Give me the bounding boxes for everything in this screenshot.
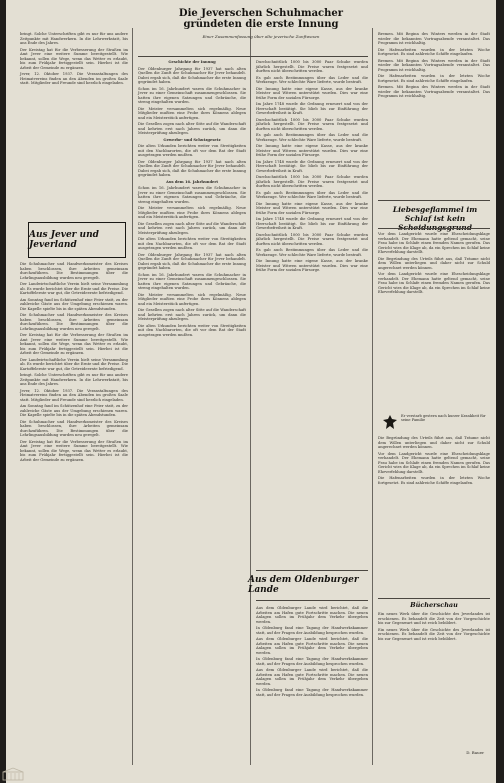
paragraph: Aus dem Oldenburger Lande wird berichtet, daß die Arbeiten am Hafen gute Fortschritte machen. Die neuen Anlagen sollen im Frühjahr dem Verkehr übergeben werden. bbox=[256, 606, 368, 624]
column-1 bbox=[20, 32, 128, 88]
paragraph: Bremen. Mit Beginn des Winters werden in der Stadt wieder die bekannten Vortragsabende veranstaltet. Das Programm ist reichhaltig. bbox=[378, 85, 490, 98]
paragraph: Ein neues Werk über die Geschichte des Jeverlandes ist erschienen. Es behandelt die Zeit von der Vorgeschichte bis zur Gegenwart und ist reich bebildert. bbox=[378, 612, 490, 625]
binding-edge bbox=[496, 0, 504, 783]
paragraph: Die Hafenarbeiten wurden in der letzten Woche fortgesetzt. Es sind zahlreiche Schiffe eingelaufen. bbox=[378, 476, 490, 485]
paragraph: Am Sonntag fand im Schützenhof eine Feier statt, zu der zahlreiche Gäste aus der Umgebung erschienen waren. Die Kapelle spielte bis in die späten Abendstunden. bbox=[20, 404, 128, 417]
paragraph: Schon im 16. Jahrhundert waren die Schuhmacher in Jever zu einer Gemeinschaft zusammengeschlossen. Sie hatten ihre eigenen Satzungen und Gebräuche, die streng eingehalten wurden. bbox=[138, 86, 246, 104]
right-column-heading: Liebesgeflammel im Schlaf ist kein bbox=[392, 205, 478, 223]
paragraph: Die Innung hatte eine eigene Kasse, aus der kranke Meister und Witwen unterstützt wurden. Dies war eine frühe Form der sozialen Fürsorge. bbox=[256, 201, 368, 215]
paragraph: Die Innung hatte eine eigene Kasse, aus der kranke Meister und Witwen unterstützt wurden. Dies war eine frühe Form der sozialen Fürsorge. bbox=[256, 144, 368, 157]
column-3 bbox=[256, 60, 368, 275]
paragraph: Vor dem Landgericht wurde eine Ehescheidungsklage verhandelt. Der Ehemann hatte geltend gemacht, seine Frau habe im Schlafe einen fremden Namen gerufen. Das Gericht wies die Klage ab, da ein Sprechen im Schlaf keine Eheverfehlung darstellt. bbox=[378, 272, 490, 294]
paragraph: bringt. Solche Unterschriften gibt es nur für uns andere Zeitpunkte mit Handwerkern. In die Lehrwerkstatt, bis ans Ende des Jahres. bbox=[20, 32, 128, 45]
paragraph: Durchschnittlich 1000 bis 3000 Paar Schuhe wurden jährlich hergestellt. Die Preise waren festgesetzt und durften nicht überschritten werden. bbox=[256, 117, 368, 131]
paragraph: Der Kreistag hat für die Verbesserung der Straßen im Amt Jever eine weitere Summe bereitgestellt. Wie bekannt, sollen die Wege, wenn das Wetter es erlaubt, bis zum Frühjahr fertiggestellt sein. Hierbei ist die Arbeit der Gemeinde zu ergänzen. bbox=[20, 439, 128, 462]
paragraph: Am Sonntag fand im Schützenhof eine Feier statt, zu der zahlreiche Gäste aus der Umgebung erschienen waren. Die Kapelle spielte bis in die späten Abendstunden. bbox=[20, 297, 128, 311]
column-4-lower bbox=[378, 436, 490, 487]
newspaper-page bbox=[6, 0, 496, 783]
sub-heading: Gewerbe- und Schutzgesetz bbox=[163, 137, 221, 142]
paragraph: In Oldenburg fand eine Tagung der Handwerkskammer statt, auf der Fragen der Ausbildung besprochen wurden. bbox=[256, 626, 368, 635]
paragraph: Der Oldenburger Jahrgang für 1937 hat nach alten Quellen die Zunft der Schuhmacher für Jever behandelt. Dabei ergab sich, daß die Schuhmacher die erste Innung gegründet haben. bbox=[138, 66, 246, 84]
eagle-emblem-icon bbox=[382, 414, 398, 430]
paragraph: Aus dem Oldenburger Lande wird berichtet, daß die Arbeiten am Hafen gute Fortschritte machen. Die neuen Anlagen sollen im Frühjahr dem Verkehr übergeben werden. bbox=[256, 637, 368, 655]
paragraph: Durchschnittlich 1000 bis 3000 Paar Schuhe wurden jährlich hergestellt. Die Preise waren festgesetzt und durften nicht überschritten werden. bbox=[256, 60, 368, 73]
section-rule bbox=[256, 600, 368, 601]
section-heading: Aus dem Oldenburger Lande bbox=[248, 575, 359, 595]
column-4-bottom bbox=[378, 612, 490, 643]
signature: D. Bauer bbox=[466, 750, 484, 755]
sub-heading: Aus dem 16. Jahrhundert bbox=[165, 179, 219, 184]
paragraph: Der Oldenburger Jahrgang für 1937 hat nach alten Quellen die Zunft der Schuhmacher für Jever behandelt. Dabei ergab sich, daß die Schuhmacher die erste Innung gegründet haben. bbox=[138, 252, 246, 270]
column-rule bbox=[372, 28, 373, 765]
paragraph: Die alten Urkunden berichten weiter von Streitigkeiten mit den Nachbarorten, die oft vor dem Rat der Stadt ausgetragen werden mußten. bbox=[138, 144, 246, 157]
paragraph: Die alten Urkunden berichten weiter von Streitigkeiten mit den Nachbarorten, die oft vor dem Rat der Stadt ausgetragen werden mußten. bbox=[138, 237, 246, 250]
section-heading-oldenburg bbox=[248, 573, 368, 597]
paragraph: Der Oldenburger Jahrgang für 1937 hat nach alten Quellen die Zunft der Schuhmacher für Jever behandelt. Dabei ergab sich, daß die Schuhmacher die erste Innung gegründet haben. bbox=[138, 159, 246, 177]
section-rule bbox=[256, 570, 368, 571]
column-4-middle bbox=[378, 232, 490, 297]
paragraph: Durchschnittlich 1000 bis 3000 Paar Schuhe wurden jährlich hergestellt. Die Preise waren festgesetzt und durften nicht überschritten werden. bbox=[256, 232, 368, 246]
library-stamp-icon bbox=[2, 767, 24, 781]
paragraph: Schon im 16. Jahrhundert waren die Schuhmacher in Jever zu einer Gemeinschaft zusammengeschlossen. Sie hatten ihre eigenen Satzungen und Gebräuche, die streng eingehalten wurden. bbox=[138, 186, 246, 204]
paragraph: Im Jahre 1748 wurde die Ordnung erneuert und von der Herrschaft bestätigt. Sie blieb bis zur Einführung der Gewerbefreiheit in Kraft. bbox=[256, 159, 368, 173]
paragraph: Es gab auch Bestimmungen über das Leder und die Werkzeuge. Wer schlechte Ware lieferte, wurde bestraft. bbox=[256, 248, 368, 257]
column-1-lower bbox=[20, 262, 128, 464]
column-3-lower bbox=[256, 606, 368, 699]
column-rule bbox=[250, 28, 251, 765]
paragraph: Die Meister versammelten sich regelmäßig. Neue Mitglieder mußten eine Probe ihres Könnens ablegen und ein Meisterstück anfertigen. bbox=[138, 206, 246, 219]
paragraph: Der Landwirtschaftliche Verein hielt seine Versammlung ab. Es wurde berichtet über die Ernte und die Preise. Die Kartoffelernte war gut, die Getreideernte befriedigend. bbox=[20, 282, 128, 295]
paragraph: Jever, 12. Oktober 1937. Die Veranstaltungen des Heimatvereins finden an den Abenden im großen Saale statt. Mitglieder und Freunde sind herzlich eingeladen. bbox=[20, 388, 128, 402]
paragraph: Die Begründung des Urteils führt aus, daß Träume nicht dem Willen unterliegen und daher nicht zur Schuld angerechnet werden können. bbox=[378, 256, 490, 270]
paragraph: Die Hafenarbeiten wurden in der letzten Woche fortgesetzt. Es sind zahlreiche Schiffe eingelaufen. bbox=[378, 47, 490, 56]
paragraph: Die Schuhmacher und Handwerksmeister des Kreises haben beschlossen, ihre Arbeiten gemeinsam durchzuführen. Die Bestimmungen über die Lehrlingsausbildung wurden neu geregelt. bbox=[20, 313, 128, 331]
section-box-heading bbox=[28, 222, 126, 258]
main-subhead: Einer Zusammenfassung über alte jeverische Zunftwesen bbox=[202, 34, 320, 39]
paragraph: Die Innung hatte eine eigene Kasse, aus der kranke Meister und Witwen unterstützt wurden. Dies war eine frühe Form der sozialen Fürsorge. bbox=[256, 86, 368, 100]
paragraph: Es gab auch Bestimmungen über das Leder und die Werkzeuge. Wer schlechte Ware lieferte, wurde bestraft. bbox=[256, 133, 368, 142]
sub-heading: Geschichte der Innung bbox=[168, 60, 216, 64]
paragraph: Die Meister versammelten sich regelmäßig. Neue Mitglieder mußten eine Probe ihres Könnens ablegen und ein Meisterstück anfertigen. bbox=[138, 106, 246, 120]
column-rule bbox=[132, 28, 133, 765]
paragraph: Durchschnittlich 1000 bis 3000 Paar Schuhe wurden jährlich hergestellt. Die Preise waren festgesetzt und durften nicht überschritten werden. bbox=[256, 175, 368, 188]
book-review-heading: Bücherschau bbox=[410, 601, 458, 609]
paragraph: In Oldenburg fand eine Tagung der Handwerkskammer statt, auf der Fragen der Ausbildung besprochen wurden. bbox=[256, 688, 368, 697]
paragraph: Die Gesellen zogen nach alter Sitte auf die Wanderschaft und kehrten erst nach Jahren zurück, um dann die Meisterprüfung abzulegen. bbox=[138, 308, 246, 321]
column-2 bbox=[138, 60, 246, 339]
paragraph: Bremen. Mit Beginn des Winters werden in der Stadt wieder die bekannten Vortragsabende veranstaltet. Das Programm ist reichhaltig. bbox=[378, 58, 490, 72]
paragraph: Die Gesellen zogen nach alter Sitte auf die Wanderschaft und kehrten erst nach Jahren zurück, um dann die Meisterprüfung abzulegen. bbox=[138, 221, 246, 235]
paragraph: Die alten Urkunden berichten weiter von Streitigkeiten mit den Nachbarorten, die oft vor dem Rat der Stadt ausgetragen werden mußten. bbox=[138, 323, 246, 337]
paragraph: Die Begründung des Urteils führt aus, daß Träume nicht dem Willen unterliegen und daher nicht zur Schuld angerechnet werden können. bbox=[378, 436, 490, 449]
paragraph: Bremen. Mit Beginn des Winters werden in der Stadt wieder die bekannten Vortragsabende veranstaltet. Das Programm ist reichhaltig. bbox=[378, 32, 490, 45]
paragraph: Der Kreistag hat für die Verbesserung der Straßen im Amt Jever eine weitere Summe bereitgestellt. Wie bekannt, sollen die Wege, wenn das Wetter es erlaubt, bis zum Frühjahr fertiggestellt sein. Hierbei ist die Arbeit der Gemeinde zu ergänzen. bbox=[20, 333, 128, 355]
paragraph: bringt. Solche Unterschriften gibt es nur für uns andere Zeitpunkte mit Handwerkern. In die Lehrwerkstatt, bis ans Ende des Jahres. bbox=[20, 373, 128, 386]
paragraph: Schon im 16. Jahrhundert waren die Schuhmacher in Jever zu einer Gemeinschaft zusammengeschlossen. Sie hatten ihre eigenen Satzungen und Gebräuche, die streng eingehalten wurden. bbox=[138, 272, 246, 290]
notice-caption: Er verstarb gestern nach kurzer Krankheit für seine Familie bbox=[401, 414, 486, 423]
paragraph: Jever, 12. Oktober 1937. Die Veranstaltungen des Heimatvereins finden an den Abenden im großen Saale statt. Mitglieder und Freunde sind herzlich eingeladen. bbox=[20, 72, 128, 85]
paragraph: In Oldenburg fand eine Tagung der Handwerkskammer statt, auf der Fragen der Ausbildung besprochen wurden. bbox=[256, 657, 368, 666]
headline-rule bbox=[138, 56, 368, 57]
paragraph: Die Gesellen zogen nach alter Sitte auf die Wanderschaft und kehrten erst nach Jahren zurück, um dann die Meisterprüfung abzulegen. bbox=[138, 122, 246, 135]
section-rule bbox=[378, 598, 490, 599]
paragraph: Es gab auch Bestimmungen über das Leder und die Werkzeuge. Wer schlechte Ware lieferte, wurde bestraft. bbox=[256, 190, 368, 199]
paragraph: Der Kreistag hat für die Verbesserung der Straßen im Amt Jever eine weitere Summe bereitgestellt. Wie bekannt, sollen die Wege, wenn das Wetter es erlaubt, bis zum Frühjahr fertiggestellt sein. Hierbei ist die Arbeit der Gemeinde zu ergänzen. bbox=[20, 47, 128, 70]
paragraph: Die Schuhmacher und Handwerksmeister des Kreises haben beschlossen, ihre Arbeiten gemeinsam durchzuführen. Die Bestimmungen über die Lehrlingsausbildung wurden neu geregelt. bbox=[20, 262, 128, 280]
paragraph: Es gab auch Bestimmungen über das Leder und die Werkzeuge. Wer schlechte Ware lieferte, wurde bestraft. bbox=[256, 75, 368, 84]
section-heading: Aus Jever und Jeverland bbox=[29, 230, 99, 250]
paragraph: Vor dem Landgericht wurde eine Ehescheidungsklage verhandelt. Der Ehemann hatte geltend gemacht, seine Frau habe im Schlafe einen fremden Namen gerufen. Das Gericht wies die Klage ab, da ein Sprechen im Schlaf keine Eheverfehlung darstellt. bbox=[378, 232, 490, 254]
paragraph: Die Schuhmacher und Handwerksmeister des Kreises haben beschlossen, ihre Arbeiten gemeinsam durchzuführen. Die Bestimmungen über die Lehrlingsausbildung wurden neu geregelt. bbox=[20, 419, 128, 437]
paragraph: Die Innung hatte eine eigene Kasse, aus der kranke Meister und Witwen unterstützt wurden. Dies war eine frühe Form der sozialen Fürsorge. bbox=[256, 259, 368, 272]
main-headline: Die Jeverschen Schuhmacher gründeten die erste Innung bbox=[178, 8, 344, 30]
column-4 bbox=[378, 32, 490, 101]
paragraph: Die Hafenarbeiten wurden in der letzten Woche fortgesetzt. Es sind zahlreiche Schiffe eingelaufen. bbox=[378, 74, 490, 83]
paragraph: Ein neues Werk über die Geschichte des Jeverlandes ist erschienen. Es behandelt die Zeit von der Vorgeschichte bis zur Gegenwart und ist reich bebildert. bbox=[378, 627, 490, 641]
paragraph: Die Meister versammelten sich regelmäßig. Neue Mitglieder mußten eine Probe ihres Könnens ablegen und ein Meisterstück anfertigen. bbox=[138, 292, 246, 306]
section-rule bbox=[378, 228, 490, 229]
paragraph: Aus dem Oldenburger Lande wird berichtet, daß die Arbeiten am Hafen gute Fortschritte machen. Die neuen Anlagen sollen im Frühjahr dem Verkehr übergeben werden. bbox=[256, 668, 368, 686]
paragraph: Vor dem Landgericht wurde eine Ehescheidungsklage verhandelt. Der Ehemann hatte geltend gemacht, seine Frau habe im Schlafe einen fremden Namen gerufen. Das Gericht wies die Klage ab, da ein Sprechen im Schlaf keine Eheverfehlung darstellt. bbox=[378, 451, 490, 474]
paragraph: Der Landwirtschaftliche Verein hielt seine Versammlung ab. Es wurde berichtet über die Ernte und die Preise. Die Kartoffelernte war gut, die Getreideernte befriedigend. bbox=[20, 357, 128, 371]
paragraph: Im Jahre 1748 wurde die Ordnung erneuert und von der Herrschaft bestätigt. Sie blieb bis zur Einführung der Gewerbefreiheit in Kraft. bbox=[256, 102, 368, 115]
paragraph: Im Jahre 1748 wurde die Ordnung erneuert und von der Herrschaft bestätigt. Sie blieb bis zur Einführung der Gewerbefreiheit in Kraft. bbox=[256, 217, 368, 230]
section-rule bbox=[378, 200, 490, 201]
